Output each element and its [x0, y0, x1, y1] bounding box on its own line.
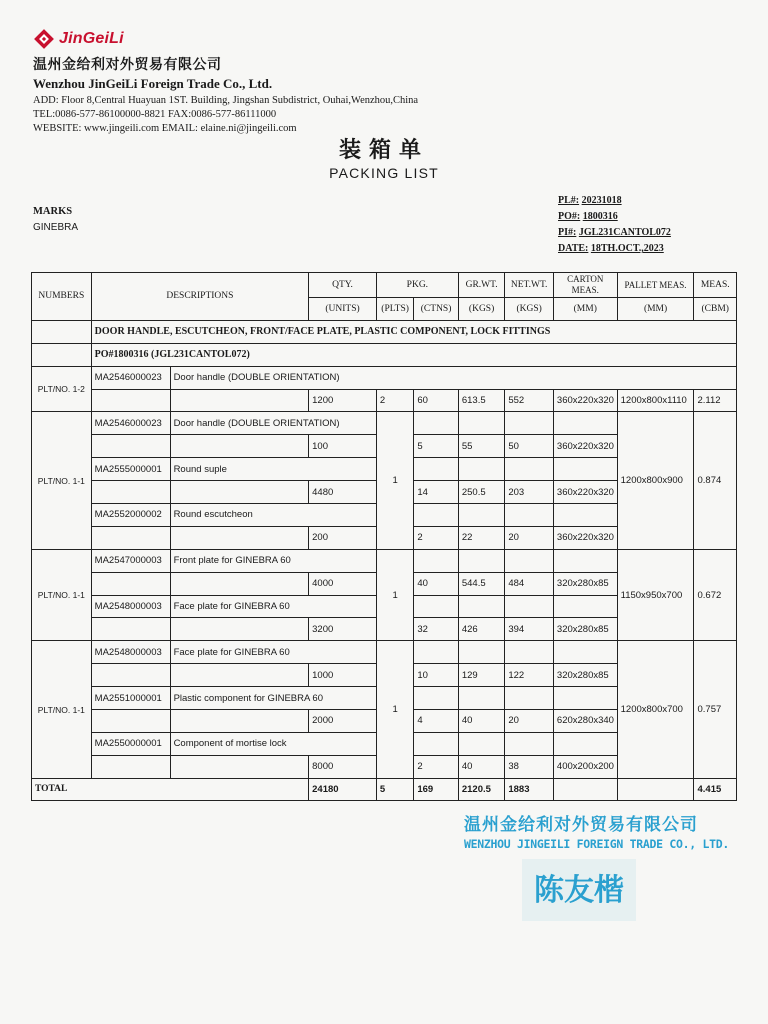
netwt-cell: 552 [505, 389, 554, 412]
marks-block [33, 206, 78, 233]
item-code: MA2555000001 [91, 458, 170, 481]
qty-cell: 1000 [309, 664, 377, 687]
carton-cell: 320x280x85 [553, 618, 617, 641]
grwt-cell: 22 [458, 526, 505, 549]
company-web-email: WEBSITE: www.jingeili.com EMAIL: elaine.ni@jingeili.com [33, 123, 297, 134]
table-row [32, 549, 737, 572]
ctns-cell: 5 [414, 435, 459, 458]
col-qty: QTY. [309, 273, 377, 298]
po-line: PO#1800316 (JGL231CANTOL072) [91, 343, 736, 366]
company-name-cn: 温州金给利对外贸易有限公司 [33, 57, 222, 73]
total-plts: 5 [376, 778, 413, 800]
ctns-cell: 2 [414, 755, 459, 778]
document-title [0, 133, 768, 181]
header-row [32, 273, 737, 298]
meas-cell: 0.757 [694, 641, 737, 778]
po-number [558, 209, 671, 225]
carton-cell: 400x200x200 [553, 755, 617, 778]
total-qty: 24180 [309, 778, 377, 800]
item-description: Door handle (DOUBLE ORIENTATION) [170, 412, 376, 435]
signature-stamp [520, 855, 638, 925]
qty-cell: 4480 [309, 481, 377, 504]
qty-cell: 100 [309, 435, 377, 458]
netwt-cell: 203 [505, 481, 554, 504]
item-code: MA2546000023 [91, 366, 170, 389]
ctns-cell: 32 [414, 618, 459, 641]
item-description: Plastic component for GINEBRA 60 [170, 687, 376, 710]
col-grwt: GR.WT. [458, 273, 505, 298]
carton-cell: 360x220x320 [553, 435, 617, 458]
po-label: PO#: [558, 211, 581, 222]
ctns-cell: 10 [414, 664, 459, 687]
meas-cell: 0.672 [694, 549, 737, 641]
grwt-cell: 426 [458, 618, 505, 641]
qty-cell: 3200 [309, 618, 377, 641]
carton-cell: 620x280x340 [553, 710, 617, 733]
netwt-cell: 484 [505, 572, 554, 595]
document-date [558, 241, 671, 257]
pi-number [558, 225, 671, 241]
meas-cell: 0.874 [694, 412, 737, 549]
grwt-cell: 40 [458, 710, 505, 733]
pl-value: 20231018 [581, 195, 622, 206]
grwt-cell: 250.5 [458, 481, 505, 504]
item-description: Door handle (DOUBLE ORIENTATION) [170, 366, 736, 389]
ctns-cell: 2 [414, 526, 459, 549]
item-description: Component of mortise lock [170, 732, 376, 755]
pallet-number: PLT/NO. 1-2 [32, 366, 92, 412]
total-meas: 4.415 [694, 778, 737, 800]
grwt-cell: 55 [458, 435, 505, 458]
pallet-cell: 1150x950x700 [617, 549, 694, 641]
company-stamp [464, 810, 729, 851]
signature-text: 陈友楷 [534, 873, 624, 908]
letterhead [33, 28, 418, 134]
company-name-en: Wenzhou JinGeiLi Foreign Trade Co., Ltd. [33, 76, 273, 91]
item-description: Face plate for GINEBRA 60 [170, 595, 376, 618]
grwt-cell: 544.5 [458, 572, 505, 595]
date-label: DATE: [558, 243, 589, 254]
section-title: DOOR HANDLE, ESCUTCHEON, FRONT/FACE PLATE, PLASTIC COMPONENT, LOCK FITTINGS [91, 320, 736, 343]
item-description: Front plate for GINEBRA 60 [170, 549, 376, 572]
unit-mm-pallet: (MM) [617, 298, 694, 321]
item-code: MA2551000001 [91, 687, 170, 710]
po-row [32, 343, 737, 366]
plts-cell: 2 [376, 389, 413, 412]
pi-label: PI#: [558, 227, 577, 238]
netwt-cell: 122 [505, 664, 554, 687]
item-code: MA2546000023 [91, 412, 170, 435]
netwt-cell: 20 [505, 526, 554, 549]
title-en: PACKING LIST [329, 165, 439, 181]
item-description: Face plate for GINEBRA 60 [170, 641, 376, 664]
plts-cell: 1 [376, 549, 413, 641]
pallet-number: PLT/NO. 1-1 [32, 549, 92, 641]
table-row [32, 389, 737, 412]
company-logo [33, 28, 418, 50]
packing-table [31, 272, 737, 801]
col-carton-meas: CARTON MEAS. [553, 273, 617, 298]
table-row [32, 641, 737, 664]
po-value: 1800316 [582, 211, 618, 222]
item-code: MA2548000003 [91, 595, 170, 618]
reference-block [558, 193, 671, 257]
total-netwt: 1883 [505, 778, 554, 800]
netwt-cell: 50 [505, 435, 554, 458]
pallet-number: PLT/NO. 1-1 [32, 412, 92, 549]
netwt-cell: 394 [505, 618, 554, 641]
pl-label: PL#: [558, 195, 580, 206]
netwt-cell: 38 [505, 755, 554, 778]
col-pallet-meas: PALLET MEAS. [617, 273, 694, 298]
ctns-cell: 4 [414, 710, 459, 733]
grwt-cell: 613.5 [458, 389, 505, 412]
title-cn: 装箱单 [338, 138, 429, 163]
total-grwt: 2120.5 [458, 778, 505, 800]
carton-cell: 360x220x320 [553, 481, 617, 504]
table-row [32, 412, 737, 435]
item-description: Round suple [170, 458, 376, 481]
col-descriptions: DESCRIPTIONS [91, 273, 308, 321]
ctns-cell: 60 [414, 389, 459, 412]
carton-cell: 320x280x85 [553, 664, 617, 687]
qty-cell: 8000 [309, 755, 377, 778]
unit-cbm: (CBM) [694, 298, 737, 321]
unit-kgs-gross: (KGS) [458, 298, 505, 321]
grwt-cell: 40 [458, 755, 505, 778]
item-description: Round escutcheon [170, 504, 376, 527]
item-code: MA2552000002 [91, 504, 170, 527]
section-row [32, 320, 737, 343]
marks-value: GINEBRA [33, 222, 79, 233]
company-address: ADD: Floor 8,Central Huayuan 1ST. Building, Jingshan Subdistrict, Ouhai,Wenzhou,China [33, 95, 419, 106]
logo-text: JinGeiLi [59, 30, 124, 47]
pallet-cell: 1200x800x900 [617, 412, 694, 549]
unit-plts: (PLTS) [376, 298, 413, 321]
total-row [32, 778, 737, 800]
ctns-cell: 40 [414, 572, 459, 595]
pi-value: JGL231CANTOL072 [578, 227, 671, 238]
qty-cell: 200 [309, 526, 377, 549]
stamp-name-cn: 温州金给利对外贸易有限公司 [464, 815, 698, 835]
table-row [32, 366, 737, 389]
col-netwt: NET.WT. [505, 273, 554, 298]
meas-cell: 2.112 [694, 389, 737, 412]
plts-cell: 1 [376, 412, 413, 549]
unit-ctns: (CTNS) [414, 298, 459, 321]
stamp-name-en: WENZHOU JINGEILI FOREIGN TRADE CO., LTD. [464, 837, 729, 851]
plts-cell: 1 [376, 641, 413, 778]
total-ctns: 169 [414, 778, 459, 800]
qty-cell: 2000 [309, 710, 377, 733]
qty-cell: 1200 [309, 389, 377, 412]
item-code: MA2550000001 [91, 732, 170, 755]
col-pkg: PKG. [376, 273, 458, 298]
qty-cell: 4000 [309, 572, 377, 595]
pallet-cell: 1200x800x700 [617, 641, 694, 778]
item-code: MA2547000003 [91, 549, 170, 572]
diamond-logo-icon [33, 28, 55, 50]
total-label: TOTAL [32, 778, 309, 800]
unit-mm-carton: (MM) [553, 298, 617, 321]
col-numbers: NUMBERS [32, 273, 92, 321]
carton-cell: 320x280x85 [553, 572, 617, 595]
ctns-cell: 14 [414, 481, 459, 504]
pallet-number: PLT/NO. 1-1 [32, 641, 92, 778]
carton-cell: 360x220x320 [553, 389, 617, 412]
pallet-cell: 1200x800x1110 [617, 389, 694, 412]
item-code: MA2548000003 [91, 641, 170, 664]
col-meas: MEAS. [694, 273, 737, 298]
pl-number [558, 193, 671, 209]
company-tel-fax: TEL:0086-577-86100000-8821 FAX:0086-577-86111000 [33, 109, 277, 120]
unit-kgs-net: (KGS) [505, 298, 554, 321]
netwt-cell: 20 [505, 710, 554, 733]
unit-units: (UNITS) [309, 298, 377, 321]
date-value: 18TH.OCT.,2023 [590, 243, 664, 254]
grwt-cell: 129 [458, 664, 505, 687]
marks-label: MARKS [33, 206, 73, 217]
carton-cell: 360x220x320 [553, 526, 617, 549]
